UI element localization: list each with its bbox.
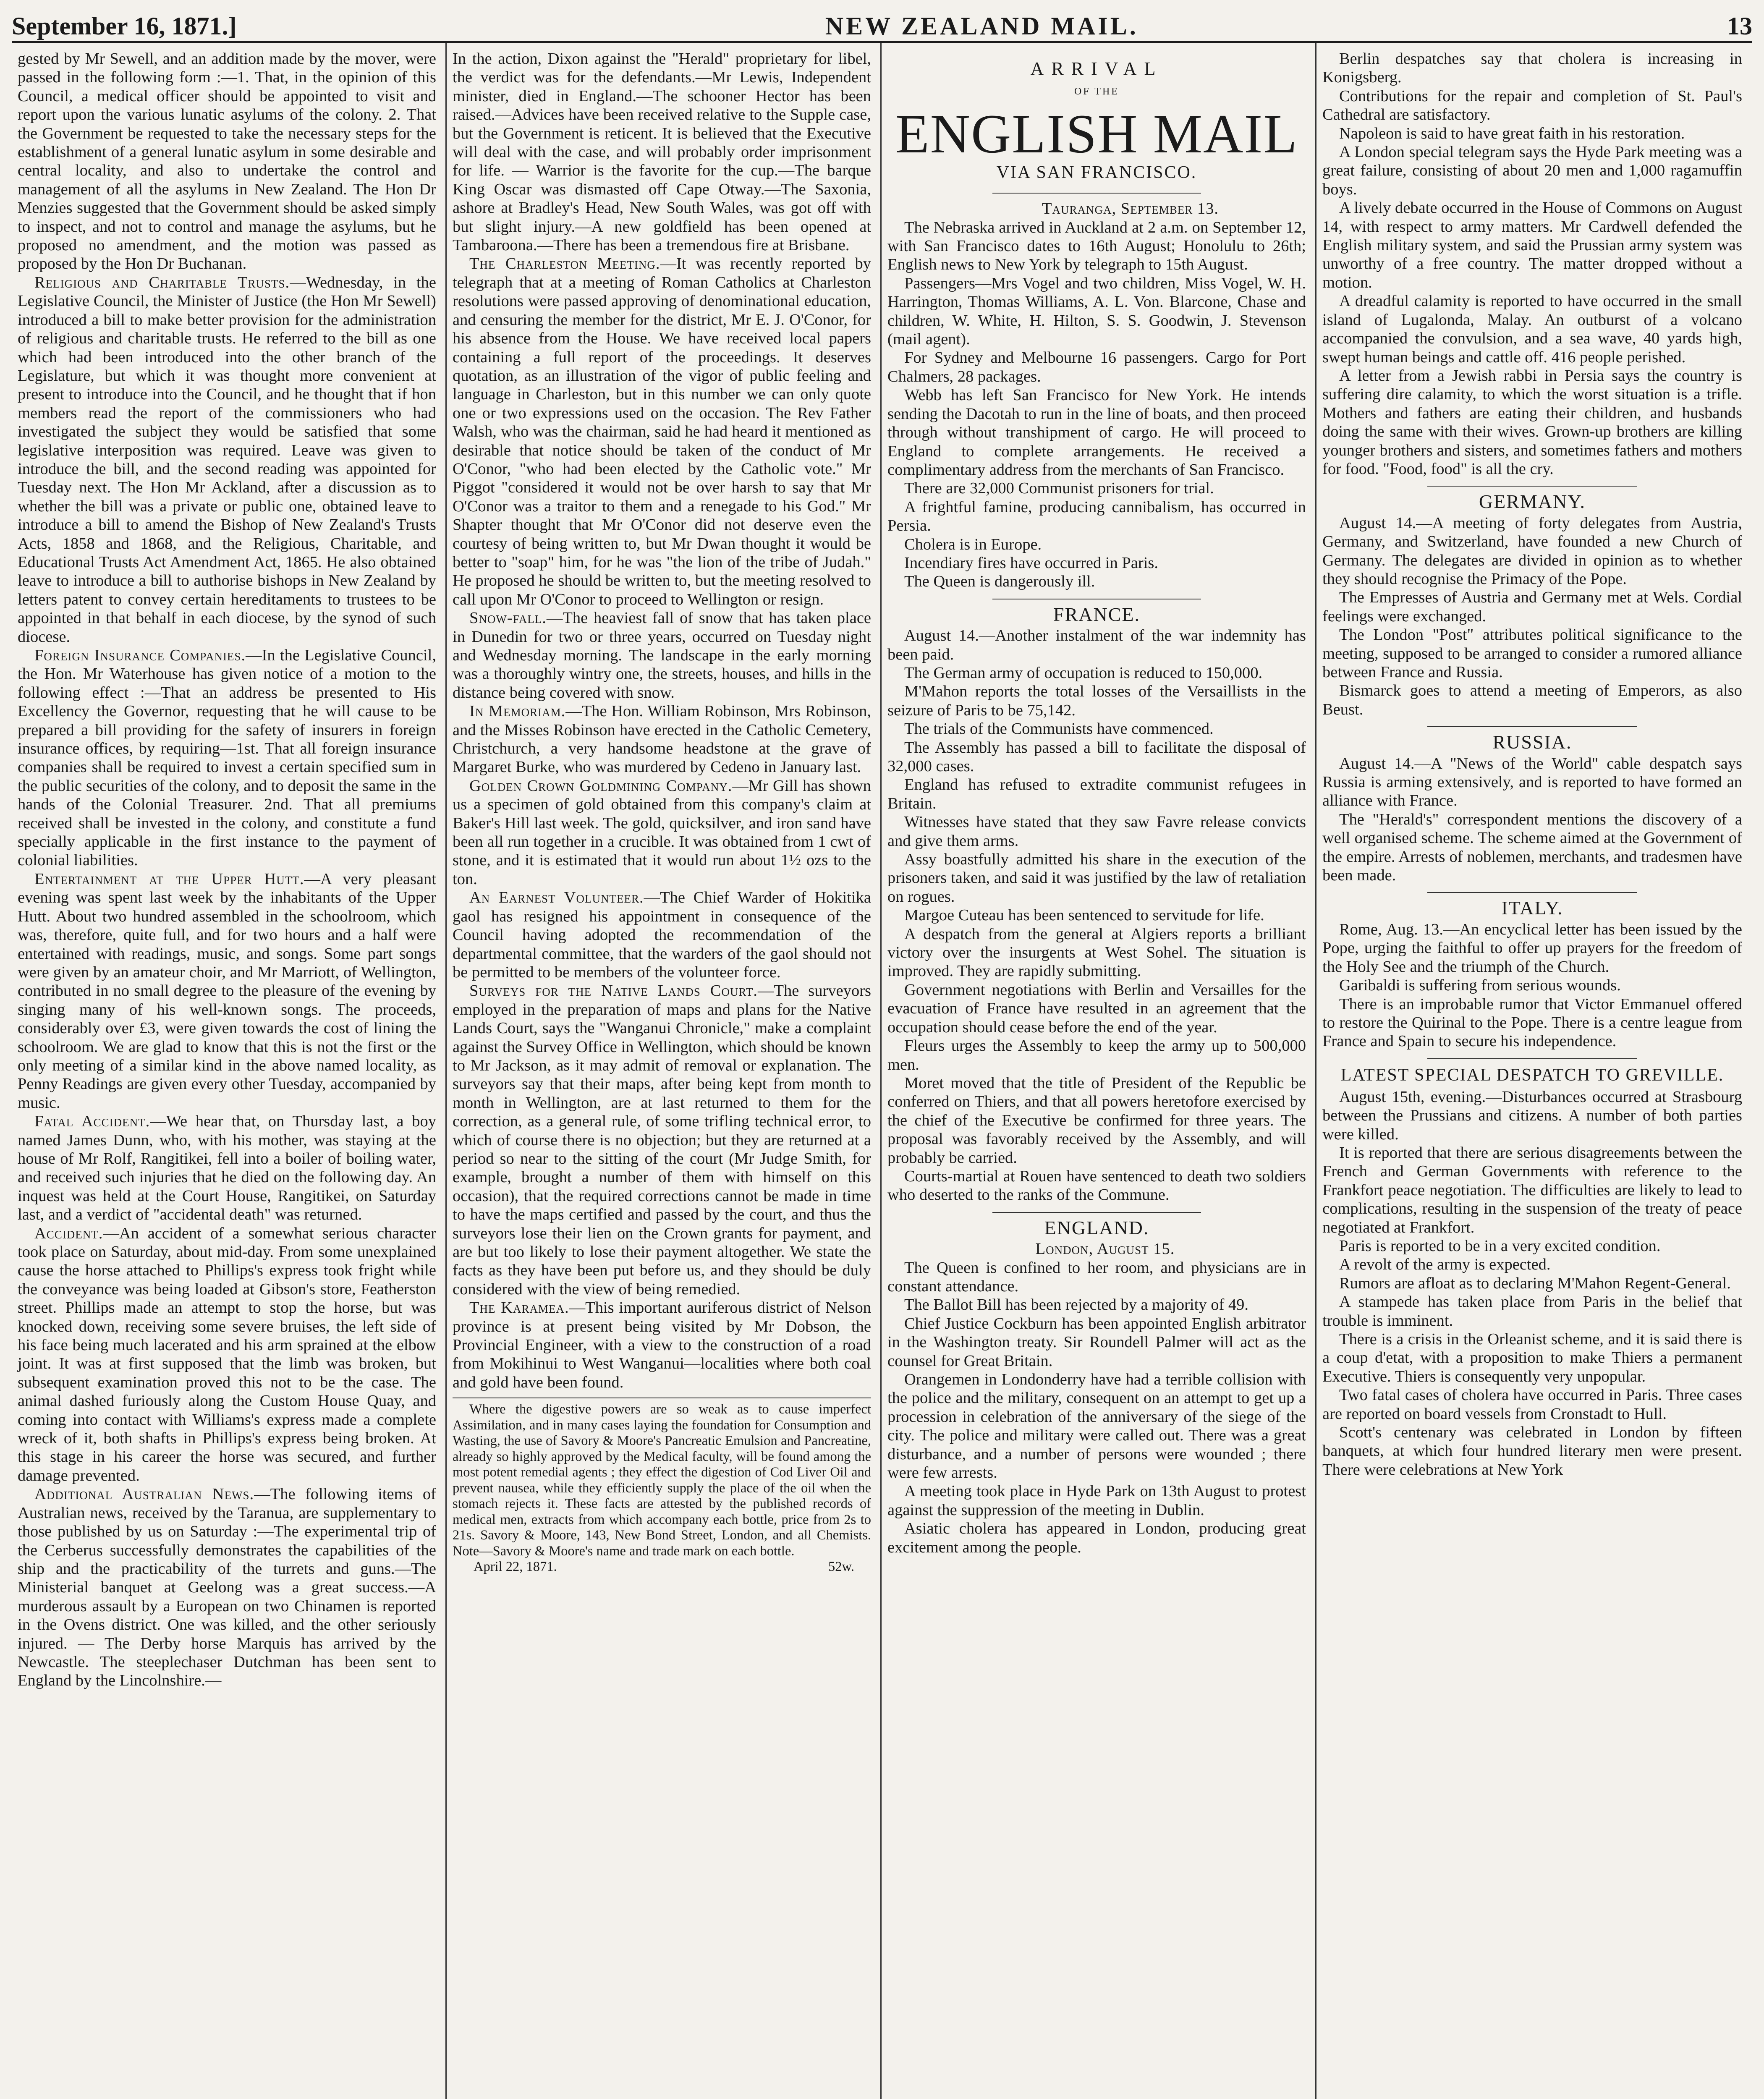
article-paragraph: [453, 777, 871, 888]
paragraph: There is a crisis in the Orleanist scheme, and it is said there is a coup d'etat, with a proposition to make Thiers a permanent Executive. Thiers is consequently very unpopular.: [1322, 1330, 1742, 1385]
paragraph: A dreadful calamity is reported to have occurred in the small island of Lugalonda, Malay. An outburst of a volcano accompanied the convulsion, and a sea wave, 40 yards high, swept human beings and cattle off. 416 people perished.: [1322, 292, 1742, 366]
article-heading: In Memoriam.: [469, 702, 566, 720]
article-heading: Surveys for the Native Lands Court.: [469, 982, 758, 1000]
article-paragraph: [18, 870, 436, 1112]
article-paragraph: [18, 1112, 436, 1224]
advertisement-date: April 22, 1871.: [474, 1559, 557, 1575]
paragraph: Garibaldi is suffering from serious wounds.: [1339, 976, 1621, 995]
paragraph: Moret moved that the title of President of the Republic be conferred on Thiers, and that all powers heretofore exercised by the chief of the Executive be confirmed for three years. The proposal was favorably received by the Assembly, and will probably be carried.: [887, 1074, 1306, 1167]
paragraph: Bismarck goes to attend a meeting of Emperors, as also Beust.: [1322, 682, 1742, 718]
article-heading: Golden Crown Goldmining Company.: [469, 777, 733, 795]
paragraph: August 14.—A meeting of forty delegates from Austria, Germany, and Switzerland, have founded a new Church of Germany. The delegates are divided in opinion as to whether they should recognise the Primacy of the Pope.: [1322, 514, 1742, 588]
paragraph: gested by Mr Sewell, and an addition made by the mover, were passed in the following form :—1. That, in the opinion of this Council, a medical officer should be appointed to visit and report upon the various lunatic asylums of the colony. 2. That the Government be requested to take the necessary steps for the establishment of a general lunatic asylum in some desirable and central locality, and also to undertake the control and management of all the asylums in New Zealand. The Hon Dr Menzies suggested that the Government should be asked simply to inspect, and not to control and manage the asylums, but he proposed no amendment, and the motion was passed as proposed by the Hon Dr Buchanan.: [18, 50, 436, 273]
columns: [12, 43, 1752, 2099]
masthead: [12, 4, 1752, 43]
paragraph: Two fatal cases of cholera have occurred in Paris. Three cases are reported on board vessels from Cronstadt to Hull.: [1322, 1386, 1742, 1423]
headline-english-mail: ENGLISH MAIL: [895, 102, 1298, 165]
divider: [1427, 726, 1637, 727]
article-paragraph: [18, 273, 436, 646]
article-body: —In the Legislative Council, the Hon. Mr Waterhouse has given notice of a motion to the following effect :—That an address be presented to His Excellency the Governor, requesting that he will cause to be prepared a bill providing for the safety of insurers in foreign insurance offices, by requiring—1st. That all foreign insurance companies shall be required to invest a certain specified sum in the public securities of the colony, and to deposit the same in the hands of the Colonial Treasurer. 2nd. That all premiums received shall be invested in the colony, and constitute a fund specially applicable in the first instance to the payment of colonial liabilities.: [18, 646, 436, 869]
article-body: —The following items of Australian news, received by the Taranua, are supplementary to those published by us on Saturday :—The experimental trip of the Cerberus successfully demonstrates the capabilities of the ship and the practicability of the turrets and guns.—The Ministerial banquet at Geelong was a great success.—A murderous assault by a European on two Chinamen is reported in the Ovens district. One was killed, and the other seriously injured. — The Derby horse Marquis has arrived by the Newcastle. The steeplechaser Dutchman has been sent to England by the Lincolnshire.—: [18, 1485, 436, 1690]
article-paragraph: [453, 1298, 871, 1392]
column-4: [1316, 43, 1751, 2099]
section-heading-england: ENGLAND.: [1044, 1217, 1149, 1238]
paragraph: Passengers—Mrs Vogel and two children, Miss Vogel, W. H. Harrington, Thomas Williams, A. L. Von. Blarcone, Chase and children, W. White, H. Hilton, S. S. Goodwin, J. Stevenson (mail agent).: [887, 274, 1306, 348]
paragraph: The Ballot Bill has been rejected by a majority of 49.: [904, 1296, 1249, 1314]
paragraph: Cholera is in Europe.: [904, 535, 1042, 553]
article-paragraph: [18, 1485, 436, 1690]
page-number: 13: [1727, 12, 1752, 40]
advertisement-ref: 52w.: [828, 1559, 854, 1575]
paragraph: Napoleon is said to have great faith in his restoration.: [1339, 124, 1685, 142]
section-heading-germany: GERMANY.: [1479, 491, 1586, 513]
paragraph: The London "Post" attributes political significance to the meeting, supposed to be arranged to consider a rumored alliance between France and Russia.: [1322, 626, 1742, 681]
advertisement-text: Where the digestive powers are so weak as to cause imperfect Assimilation, and in many cases laying the foundation for Consumption and Wasting, the use of Savory & Moore's Pancreatic Emulsion and Pancreatine, already so highly approved by the Medical faculty, will be found among the most potent remedial agents ; they effect the digestion of Cod Liver Oil and prevent nausea, while they efficiently supply the place of the oil when the stomach rejects it. These facts are attested by the published records of medical men, extracts from which accompany each bottle, price from 2s to 21s. Savory & Moore, 143, New Bond Street, London, and all Chemists. Note—Savory & Moore's name and trade mark on each bottle.: [453, 1402, 871, 1559]
paragraph: The "Herald's" correspondent mentions the discovery of a well organised scheme. The scheme aimed at the Government of the empire. Arrests of noblemen, merchants, and tradesmen have been made.: [1322, 810, 1742, 885]
article-body: —Mr Gill has shown us a specimen of gold obtained from this company's claim at Baker's Hill last week. The gold, quicksilver, and iron sand have been all run together in a crucible. It was obtained from 1 cwt of stone, and it is estimated that it would run about 1½ ozs to the ton.: [453, 777, 871, 888]
paragraph: Paris is reported to be in a very excited condition.: [1339, 1237, 1661, 1255]
paragraph: For Sydney and Melbourne 16 passengers. Cargo for Port Chalmers, 28 packages.: [887, 349, 1306, 385]
paragraph: A despatch from the general at Algiers reports a brilliant victory over the insurgents at West Sohel. The situation is improved. They are rapidly submitting.: [887, 925, 1306, 980]
article-body: —The Hon. William Robinson, Mrs Robinson, and the Misses Robinson have erected in the Catholic Cemetery, Christchurch, a very handsome headstone at the grave of Margaret Burke, who was murdered by Cedeno in January last.: [453, 702, 871, 776]
advertisement: [453, 1398, 871, 1575]
paragraph: The trials of the Communists have commenced.: [904, 720, 1214, 738]
paragraph: August 14.—Another instalment of the war indemnity has been paid.: [887, 627, 1306, 663]
paragraph: The Assembly has passed a bill to facilitate the disposal of 32,000 cases.: [887, 738, 1306, 775]
paragraph: Contributions for the repair and completion of St. Paul's Cathedral are satisfactory.: [1322, 87, 1742, 124]
article-paragraph: [18, 1224, 436, 1485]
paragraph: Fleurs urges the Assembly to keep the army up to 500,000 men.: [887, 1037, 1306, 1073]
article-heading: Religious and Charitable Trusts.: [34, 273, 290, 291]
dateline: London, August 15.: [1035, 1240, 1175, 1258]
paragraph: The Queen is dangerously ill.: [904, 573, 1095, 591]
paragraph: Margoe Cuteau has been sentenced to servitude for life.: [904, 906, 1264, 924]
paragraph: Courts-martial at Rouen have sentenced to death two soldiers who deserted to the ranks of the Commune.: [887, 1167, 1306, 1204]
paragraph: A frightful famine, producing cannibalism, has occurred in Persia.: [887, 498, 1306, 535]
paragraph: A revolt of the army is expected.: [1339, 1256, 1551, 1274]
paragraph: Rome, Aug. 13.—An encyclical letter has been issued by the Pope, urging the faithful to offer up prayers for the freedom of the Holy See and the triumph of the Church.: [1322, 920, 1742, 976]
article-paragraph: [18, 646, 436, 870]
article-heading: Snow-fall.: [469, 609, 547, 627]
article-body: —Wednesday, in the Legislative Council, the Minister of Justice (the Hon Mr Sewell) introduced a bill to make better provision for the administration of religious and charitable trusts. He referred to the bill as one which had been introduced into the other branch of the Legislature, but which it was thought more convenient at present to introduce into the Council, and he thought that if hon members read the report of the commissioners who had investigated the subject they would be satisfied that some legislative interposition was required. Leave was given to introduce the bill, and the second reading was appointed for Tuesday next. The Hon Mr Ackland, after a discussion as to whether the bill was a private or public one, obtained leave to introduce a bill to amend the Bishop of New Zealand's Trusts Acts, 1858 and 1868, and the Religious, Charitable, and Educational Trusts Act Amendment Act, 1865. He also obtained leave to introduce a bill to authorise bishops in New Zealand by letters patent to convey certain hereditaments to trustees to be appointed in that behalf in each diocese, by the synod of such diocese.: [18, 273, 436, 646]
paragraph: Webb has left San Francisco for New York. He intends sending the Dacotah to run in the line of boats, and then proceed through without transhipment of cargo. He will proceed to England to complete arrangements. He received a complimentary address from the merchants of San Francisco.: [887, 386, 1306, 479]
paragraph: A London special telegram says the Hyde Park meeting was a great failure, consisting of about 20 men and 1,000 ragamuffin boys.: [1322, 143, 1742, 198]
headline-via: VIA SAN FRANCISCO.: [996, 162, 1197, 182]
column-3: [882, 43, 1316, 2099]
paragraph: August 15th, evening.—Disturbances occurred at Strasbourg between the Prussians and citizens. A number of both parties were killed.: [1322, 1088, 1742, 1143]
paragraph: Berlin despatches say that cholera is increasing in Konigsberg.: [1322, 50, 1742, 86]
section-heading-italy: ITALY.: [1501, 897, 1563, 919]
article-heading: Entertainment at the Upper Hutt.: [34, 870, 304, 888]
newspaper-title: NEW ZEALAND MAIL.: [825, 12, 1138, 40]
paragraph: Asiatic cholera has appeared in London, producing great excitement among the people.: [887, 1520, 1306, 1556]
paragraph: Orangemen in Londonderry have had a terrible collision with the police and the military, consequent on an attempt to get up a procession in celebration of the anniversary of the siege of the city. The police and military were called out. There was a great disturbance, and a number of persons were wounded ; there were few arrests.: [887, 1371, 1306, 1482]
divider: [992, 193, 1201, 194]
paragraph: Incendiary fires have occurred in Paris.: [904, 554, 1159, 572]
paragraph: Scott's centenary was celebrated in London by fifteen banquets, at which four hundred literary men were present. There were celebrations at New York: [1322, 1424, 1742, 1479]
article-heading: Fatal Accident.: [34, 1112, 150, 1131]
article-body: —An accident of a somewhat serious character took place on Saturday, about mid-day. From some unexplained cause the horse attached to Phillips's express took fright while the conveyance was being loaded at Gibson's store, Featherston street. Phillips made an attempt to stop the horse, but was knocked down, receiving some severe bruises, the left side of his face being much lacerated and his arm sprained at the elbow joint. It was at first supposed that the limb was broken, but subsequent examination proved this not to be the case. The animal dashed furiously along the Custom House Quay, and coming into contact with Williams's express made a complete wreck of it, both shafts in Phillips's express being broken. At this stage in his career the horse was secured, and further damage prevented.: [18, 1224, 436, 1484]
paragraph: In the action, Dixon against the "Herald" proprietary for libel, the verdict was for the defendants.—Mr Lewis, Independent minister, died in England.—The schooner Hector has been raised.—Advices have been received relative to the Supple case, but the Government is reticent. It is believed that the Executive will deal with the case, and will probably order imprisonment for life. — Warrior is the favorite for the cup.—The barque King Oscar was dismasted off Cape Otway.—The Saxonia, ashore at Bradley's Head, New South Wales, was got off with but slight injury.—A new goldfield has been opened at Tambaroona.—There has been a tremendous fire at Brisbane.: [453, 50, 871, 254]
article-body: —The heaviest fall of snow that has taken place in Dunedin for two or three years, occurred on Tuesday night and Wednesday morning. The landscape in the early morning was a thoroughly wintry one, the streets, houses, and hills in the distance being covered with snow.: [453, 609, 871, 701]
paragraph: Rumors are afloat as to declaring M'Mahon Regent-General.: [1339, 1274, 1731, 1292]
divider: [1427, 1058, 1637, 1059]
article-paragraph: [453, 254, 871, 609]
article-heading: Foreign Insurance Companies.: [34, 646, 246, 664]
paragraph: The German army of occupation is reduced to 150,000.: [904, 664, 1263, 682]
paragraph: Chief Justice Cockburn has been appointed English arbitrator in the Washington treaty. Sir Roundell Palmer will act as the counsel for Great Britain.: [887, 1314, 1306, 1370]
article-paragraph: [453, 609, 871, 702]
paragraph: The Nebraska arrived in Auckland at 2 a.m. on September 12, with San Francisco dates to 16th August; Honolulu to 26th; English news to New York by telegraph to 15th August.: [887, 218, 1306, 274]
article-body: —The Chief Warder of Hokitika gaol has resigned his appointment in consequence of the Council having adopted the recommendation of the departmental committee, that the warders of the gaol should not be permitted to be members of the volunteer force.: [453, 889, 871, 981]
headline-of-the: OF THE: [1074, 86, 1119, 97]
column-1: [12, 43, 447, 2099]
paragraph: Government negotiations with Berlin and Versailles for the evacuation of France have resulted in an agreement that the occupation should cease before the end of the year.: [887, 981, 1306, 1036]
article-heading: The Charleston Meeting.: [469, 255, 660, 273]
paragraph: A meeting took place in Hyde Park on 13th August to protest against the suppression of the meeting in Dublin.: [887, 1482, 1306, 1519]
issue-date: September 16, 1871.]: [12, 12, 237, 40]
article-heading: Additional Australian News.: [34, 1485, 254, 1503]
paragraph: The Queen is confined to her room, and physicians are in constant attendance.: [887, 1259, 1306, 1295]
paragraph: It is reported that there are serious disagreements between the French and German Governments with reference to the Frankfort peace negotiation. The difficulties are likely to lead to complications, resulting in the suspension of the treaty of peace negotiated at Frankfort.: [1322, 1144, 1742, 1236]
paragraph: There are 32,000 Communist prisoners for trial.: [904, 479, 1214, 497]
paragraph: A lively debate occurred in the House of Commons on August 14, with respect to army matters. Mr Cardwell defended the English military system, and said the Prussian army system was unworthy of a free country. The matter dropped without a motion.: [1322, 199, 1742, 291]
article-body: —We hear that, on Thursday last, a boy named James Dunn, who, with his mother, was staying at the house of Mr Rolf, Rangitikei, fell into a boiler of boiling water, and received such injuries that he died on the following day. An inquest was held at the Court House, Rangitikei, on Saturday last, and a verdict of "accidental death" was returned.: [18, 1112, 436, 1224]
paragraph: There is an improbable rumor that Victor Emmanuel offered to restore the Quirinal to the Pope. There is a centre league from France and Spain to secure his independence.: [1322, 995, 1742, 1050]
column-2: [447, 43, 882, 2099]
divider: [1427, 486, 1637, 487]
headline-arrival: ARRIVAL: [1030, 58, 1163, 79]
article-body: —The surveyors employed in the preparation of maps and plans for the Native Lands Court, says the "Wanganui Chronicle," make a complaint against the Survey Office in Wellington, which should be known to Mr Jackson, as it may admit of removal or explanation. The surveyors say that their maps, after being kept from month to month in Wellington, are at last returned to them for the correction, as a general rule, of some trifling technical error, to which of course there is no objection; but they are returned at a period so near to the sitting of the court (Mr Judge Smith, for example, brought a number of them with himself on this occasion), that the required corrections cannot be made in time to have the maps certified and passed by the court, and thus the surveyors lose their lien on the Crown grants for payment, and are but too likely to lose their payment altogether. We state the facts as they have been put before us, and they should be duly considered with the view of being remedied.: [453, 982, 871, 1298]
paragraph: The Empresses of Austria and Germany met at Wels. Cordial feelings were exchanged.: [1322, 589, 1742, 625]
article-paragraph: [453, 981, 871, 1298]
paragraph: M'Mahon reports the total losses of the Versaillists in the seizure of Paris to be 75,142.: [887, 683, 1306, 719]
article-heading: The Karamea.: [469, 1299, 569, 1317]
article-body: —It was recently reported by telegraph that at a meeting of Roman Catholics at Charleston resolutions were passed approving of denominational education, and censuring the member for the district, Mr E. J. O'Conor, for his absence from the House. We have received local papers containing a full report of the proceedings. It deserves quotation, as an illustration of the vigor of public feeling and language in Charleston, but in this number we can only quote one or two expressions used on the occasion. The Rev Father Walsh, who was the chairman, said he had heard it mentioned as desirable that notice should be taken of the conduct of Mr O'Conor, "who had been elected by the Catholic vote." Mr Piggot "considered it would not be over harsh to say that Mr O'Conor was a traitor to them and a renegade to his God." Mr Shapter thought that Mr O'Conor did not deserve even the courtesy of being written to, but Mr Dwan thought it would be better to "soap" him, for he was "the lion of the tribe of Judah." He proposed he should be written to, but the meeting resolved to call upon Mr O'Conor to proceed to Wellington or resign.: [453, 255, 871, 608]
paragraph: England has refused to extradite communist refugees in Britain.: [887, 776, 1306, 812]
article-body: —This important auriferous district of Nelson province is at present being visited by Mr Dobson, the Provincial Engineer, with a view to the construction of a road from Mokihinui to West Wanganui—localities where both coal and gold have been found.: [453, 1299, 871, 1391]
article-heading: Accident.: [34, 1224, 103, 1242]
article-paragraph: [453, 888, 871, 981]
article-paragraph: [453, 702, 871, 777]
article-body: —A very pleasant evening was spent last week by the inhabitants of the Upper Hutt. About two hundred assembled in the schoolroom, which was, therefore, quite full, and for two hours and a half were entertained with readings, music, and songs. Some part songs were given by an amateur choir, and Mr Marriott, of Wellington, contributed in no small degree to the pleasure of the evening by singing many of his well-known songs. The proceeds, considerably over £3, were given towards the cost of lining the schoolroom. We are glad to know that this is not the first or the only meeting of a similar kind in the above named locality, as Penny Readings are given every other Tuesday, accompanied by music.: [18, 870, 436, 1112]
dateline: Tauranga, September 13.: [1042, 200, 1219, 218]
divider: [1427, 892, 1637, 893]
paragraph: A stampede has taken place from Paris in the belief that trouble is imminent.: [1322, 1293, 1742, 1330]
section-heading-latest: LATEST SPECIAL DESPATCH TO GREVILLE.: [1340, 1065, 1724, 1085]
section-heading-russia: RUSSIA.: [1492, 731, 1572, 753]
article-heading: An Earnest Volunteer.: [469, 889, 644, 907]
paragraph: Assy boastfully admitted his share in the execution of the prisoners taken, and said it was justified by the law of retaliation on rogues.: [887, 851, 1306, 906]
divider: [992, 1212, 1201, 1213]
advertisement-footer: [453, 1559, 871, 1575]
paragraph: August 14.—A "News of the World" cable despatch says Russia is arming extensively, and is reported to have formed an alliance with France.: [1322, 754, 1742, 810]
section-heading-france: FRANCE.: [1053, 603, 1140, 625]
paragraph: Witnesses have stated that they saw Favre release convicts and give them arms.: [887, 813, 1306, 850]
paragraph: A letter from a Jewish rabbi in Persia says the country is suffering dire calamity, to which the worst situation is a trifle. Mothers and fathers are eating their children, and husbands doing the same with their wives. Grown-up brothers are killing younger brothers and sisters, and sometimes fathers and mothers for food. "Food, food" is all the cry.: [1322, 366, 1742, 478]
